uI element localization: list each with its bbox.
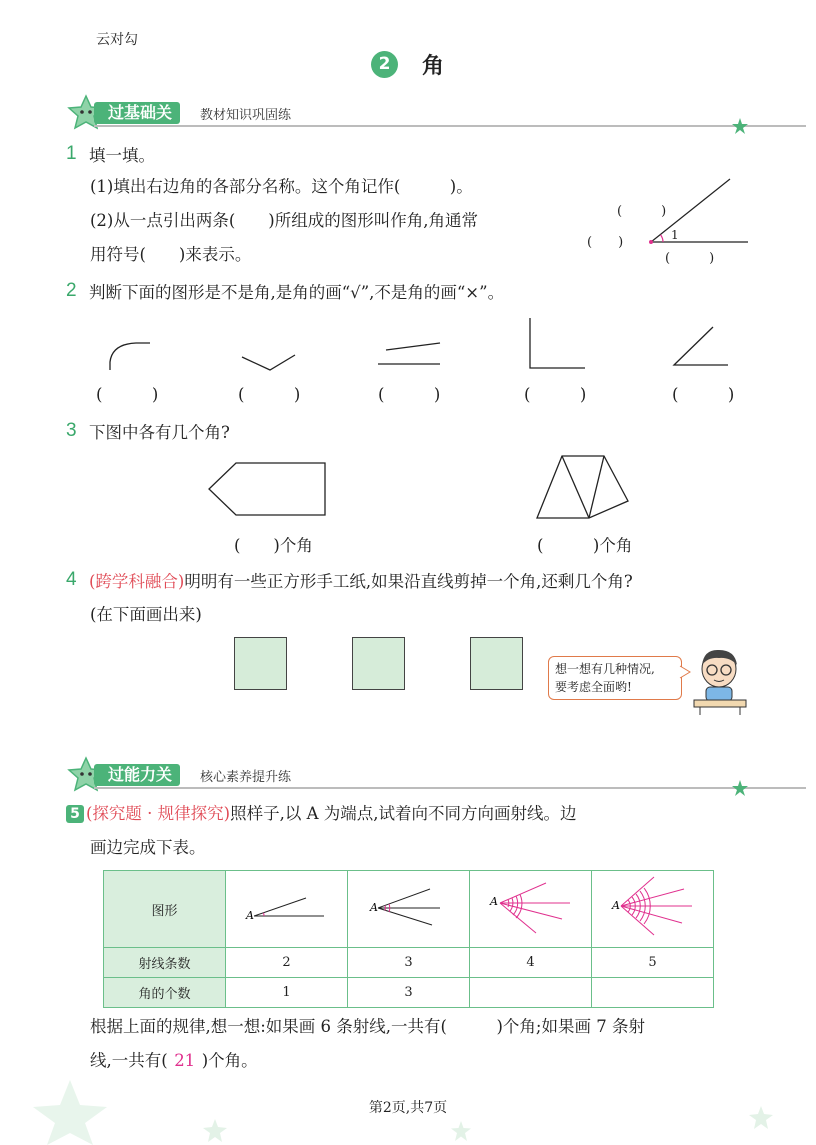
- answer-blank[interactable]: ( ): [672, 385, 735, 404]
- speech-bubble: 想一想有几种情况, 要考虑全面哟!: [548, 656, 682, 700]
- answer-cell[interactable]: [592, 978, 714, 1008]
- ray-figure-cell: [592, 871, 714, 948]
- question-text: 下图中各有几个角?: [89, 423, 230, 442]
- decorative-star-icon: [202, 1118, 228, 1144]
- answer-blank[interactable]: ( ): [378, 385, 441, 404]
- v-shape: [242, 355, 295, 370]
- question-number: 1: [66, 143, 77, 164]
- question-text: 线,一共有( 21 )个角。: [90, 1051, 258, 1070]
- ray-figure: [348, 871, 469, 943]
- angle-label: 1: [671, 228, 679, 242]
- shapes-row: [90, 310, 760, 380]
- question-number: 4: [66, 569, 77, 590]
- svg-text:A: A: [612, 899, 620, 912]
- question-text: (1)填出右边角的各部分名称。这个角记作( )。: [90, 177, 473, 196]
- pentagon-shape: [200, 450, 340, 525]
- brand-name: 云对勾: [96, 32, 138, 48]
- lesson-number-badge: 2: [371, 51, 398, 78]
- small-star-icon: [732, 780, 748, 796]
- question-text: (探究题 · 规律探究)照样子,以 A 为端点,试着向不同方向画射线。边: [86, 804, 577, 823]
- answer-blank[interactable]: ( ): [96, 385, 159, 404]
- question-number: 2: [66, 280, 77, 301]
- table-cell: 5: [592, 948, 714, 978]
- question-number: 3: [66, 420, 77, 441]
- acute-angle-shape: [674, 327, 728, 365]
- question-text: 画边完成下表。: [90, 838, 206, 857]
- divider: [94, 125, 806, 127]
- bubble-tail: [678, 664, 692, 680]
- question-text: 用符号( )来表示。: [90, 245, 252, 264]
- answer-blank[interactable]: ( )个角: [537, 536, 633, 555]
- page-indicator: 第2页,共7页: [368, 1100, 448, 1116]
- small-star-icon: [732, 118, 748, 134]
- ray-figure-cell: [470, 871, 592, 948]
- table-cell: 3: [348, 948, 470, 978]
- svg-text:A: A: [370, 901, 378, 914]
- section-title: 过基础关: [94, 102, 180, 124]
- boy-mascot-icon: [692, 645, 752, 715]
- filled-answer: 21: [174, 1051, 196, 1070]
- ray-figure: [226, 871, 347, 943]
- question-text: (2)从一点引出两条( )所组成的图形叫作角,角通常: [90, 211, 478, 230]
- row-header: 角的个数: [104, 978, 226, 1008]
- decorative-star-icon: [450, 1120, 472, 1142]
- question-text: (在下面画出来): [90, 605, 202, 624]
- table-cell: 1: [226, 978, 348, 1008]
- svg-text:A: A: [490, 895, 498, 908]
- ray-table: [103, 870, 714, 1008]
- question-text: 判断下面的图形是不是角,是角的画“√”,不是角的画“×”。: [89, 283, 505, 302]
- question-text: 填一填。: [89, 146, 155, 165]
- question-number: 5: [66, 805, 84, 823]
- blank-side: ( ): [665, 251, 715, 266]
- question-text: (跨学科融合)明明有一些正方形手工纸,如果沿直线剪掉一个角,还剩几个角?: [89, 572, 633, 591]
- angle-figure: [585, 175, 755, 270]
- row-header: 射线条数: [104, 948, 226, 978]
- section-banner-basic: [66, 100, 756, 130]
- divider: [94, 787, 806, 789]
- curve-shape: [110, 343, 150, 370]
- question-text: 根据上面的规律,想一想:如果画 6 条射线,一共有( )个角;如果画 7 条射: [90, 1017, 645, 1036]
- section-subtitle: 核心素养提升练: [200, 770, 292, 785]
- table-cell: 3: [348, 978, 470, 1008]
- table-cell: 2: [226, 948, 348, 978]
- question-tag: (探究题 · 规律探究): [86, 804, 231, 823]
- question-tag: (跨学科融合): [89, 572, 185, 591]
- paper-square[interactable]: [352, 637, 405, 690]
- table-cell: 4: [470, 948, 592, 978]
- answer-blank[interactable]: ( ): [238, 385, 301, 404]
- section-title: 过能力关: [94, 764, 180, 786]
- answer-blank[interactable]: ( )个角: [234, 536, 313, 555]
- paper-square[interactable]: [234, 637, 287, 690]
- right-angle-shape: [530, 318, 585, 368]
- ray-figure-cell: [226, 871, 348, 948]
- blank-vertex: ( ): [587, 235, 624, 250]
- answer-cell[interactable]: [470, 978, 592, 1008]
- triangles-shape: [528, 448, 638, 523]
- ray-figure: [470, 871, 591, 943]
- section-subtitle: 教材知识巩固练: [200, 108, 292, 123]
- page-title: 角: [422, 54, 445, 79]
- svg-text:A: A: [246, 909, 254, 922]
- ray-figure-cell: [348, 871, 470, 948]
- paper-square[interactable]: [470, 637, 523, 690]
- ray-figure: [592, 871, 713, 943]
- blank-side: ( ): [617, 204, 667, 219]
- section-banner-ability: [66, 762, 756, 792]
- answer-blank[interactable]: ( ): [524, 385, 587, 404]
- row-header: 图形: [104, 871, 226, 948]
